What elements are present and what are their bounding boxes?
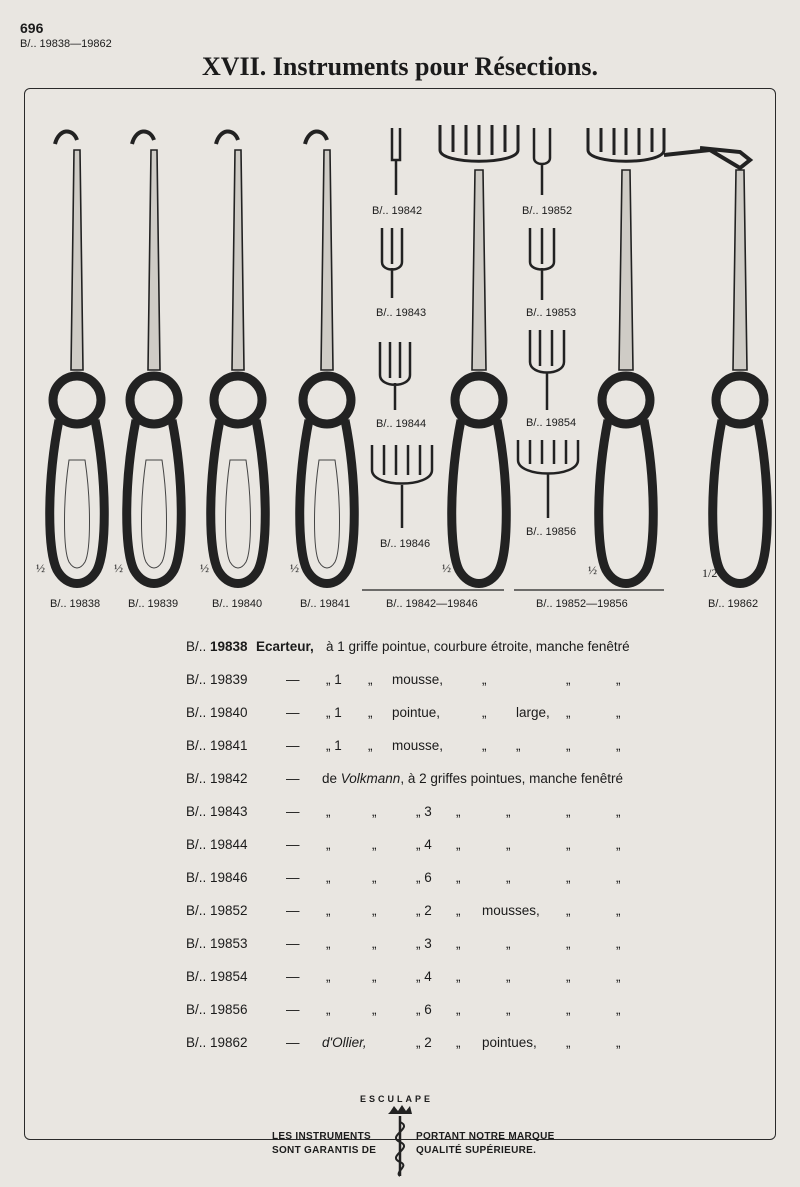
ditto: „ — [372, 870, 377, 885]
ditto: „ — [456, 936, 461, 951]
ditto: „ — [326, 903, 331, 918]
ditto: „ — [616, 804, 621, 819]
ditto: „ — [326, 969, 331, 984]
scale-mark: ½ — [114, 561, 123, 575]
item-variant: mousse, — [392, 738, 444, 753]
label-19839: B/.. 19839 — [128, 598, 179, 610]
ditto: „ — [566, 1035, 571, 1050]
rake-head-19856 — [518, 440, 578, 518]
ditto: „ — [616, 672, 621, 687]
rake-19842-46-illustration — [440, 125, 518, 584]
ditto: „ — [566, 870, 571, 885]
label-19844: B/.. 19844 — [376, 418, 427, 430]
footer-trademark — [0, 1094, 800, 1174]
ditto: „ — [326, 936, 331, 951]
ditto: „ — [616, 738, 621, 753]
page-title: XVII. Instruments pour Résections. — [201, 52, 599, 81]
ditto: „ — [566, 738, 571, 753]
rake-head-19843 — [382, 228, 402, 298]
label-19852: B/.. 19852 — [522, 205, 573, 217]
ditto: „ — [566, 903, 571, 918]
item-name: d'Ollier, — [322, 1035, 367, 1050]
item-description: de Volkmann, à 2 griffes pointues, manche fenêtré — [322, 771, 623, 786]
ditto-dash: — — [286, 672, 300, 687]
catalog-row — [186, 696, 746, 729]
item-variant: pointues, — [482, 1035, 537, 1050]
item-variant: mousse, — [392, 672, 444, 687]
ditto: „ — [566, 1002, 571, 1017]
item-name: Ecarteur, — [256, 639, 314, 654]
catalog-row — [186, 663, 746, 696]
item-count: „ 6 — [416, 1002, 432, 1017]
item-variant: pointue, — [392, 705, 441, 720]
ditto: „ — [566, 969, 571, 984]
item-code: B/.. 19846 — [186, 870, 248, 885]
ditto-dash: — — [286, 837, 300, 852]
rake-head-19844 — [380, 342, 410, 410]
ditto: „ — [616, 1035, 621, 1050]
item-code: B/.. 19842 — [186, 771, 248, 786]
rake-head-19842 — [392, 128, 400, 195]
rake-head-19846 — [372, 445, 432, 528]
ditto: „ — [482, 738, 487, 753]
ditto: „ — [326, 804, 331, 819]
ditto: „ — [372, 804, 377, 819]
ditto: „ — [372, 936, 377, 951]
item-code: B/.. 19840 — [186, 705, 248, 720]
label-19856: B/.. 19856 — [526, 526, 577, 538]
rake-head-19854 — [530, 330, 564, 410]
rake-head-19853 — [530, 228, 554, 300]
item-count: „ 3 — [416, 804, 432, 819]
item-code: B/.. 19852 — [186, 903, 248, 918]
item-code: B/.. 19853 — [186, 936, 248, 951]
item-variant: large, — [516, 705, 550, 720]
retractor-19840-illustration — [211, 131, 266, 583]
retractor-19841-illustration — [300, 131, 355, 583]
ditto: „ — [456, 969, 461, 984]
brand-name: ESCULAPE — [360, 1094, 434, 1104]
ditto: „ 1 — [326, 738, 342, 753]
ditto: „ — [456, 1002, 461, 1017]
footer-right-text: PORTANT NOTRE MARQUE QUALITÉ SUPÉRIEURE. — [416, 1131, 555, 1156]
ditto: „ — [506, 837, 511, 852]
label-19846: B/.. 19846 — [380, 538, 431, 550]
ditto-dash: — — [286, 705, 300, 720]
retractor-19862-illustration — [664, 148, 767, 584]
ditto: „ — [616, 936, 621, 951]
ditto-dash: — — [286, 771, 300, 786]
label-19853: B/.. 19853 — [526, 307, 577, 319]
ditto-dash: — — [286, 969, 300, 984]
scale-mark: 1/2 — [702, 566, 718, 580]
label-19843: B/.. 19843 — [376, 307, 427, 319]
ditto: „ — [616, 969, 621, 984]
ditto: „ — [326, 1002, 331, 1017]
ditto-dash: — — [286, 870, 300, 885]
ditto: „ — [506, 1002, 511, 1017]
ditto: „ — [616, 1002, 621, 1017]
ditto: „ — [566, 837, 571, 852]
ditto: „ — [368, 705, 373, 720]
ditto: „ — [566, 804, 571, 819]
ditto: „ — [616, 903, 621, 918]
ditto: „ — [368, 738, 373, 753]
ditto: „ — [506, 870, 511, 885]
catalog-row — [186, 927, 746, 960]
ditto: „ 1 — [326, 705, 342, 720]
item-code: B/.. 19838 — [186, 639, 248, 654]
catalog-row — [186, 795, 746, 828]
caduceus-logo — [380, 1102, 420, 1182]
catalog-row — [186, 828, 746, 861]
ditto: „ 1 — [326, 672, 342, 687]
ditto-dash: — — [286, 1035, 300, 1050]
item-code: B/.. 19843 — [186, 804, 248, 819]
item-code: B/.. 19839 — [186, 672, 248, 687]
item-code: B/.. 19844 — [186, 837, 248, 852]
ditto: „ — [616, 870, 621, 885]
page-number: 696 — [20, 20, 44, 36]
ditto: „ — [506, 804, 511, 819]
catalog-row — [186, 960, 746, 993]
catalog-row — [186, 729, 746, 762]
ditto-dash: — — [286, 936, 300, 951]
item-count: „ 3 — [416, 936, 432, 951]
catalog-row — [186, 1026, 746, 1059]
ditto: „ — [516, 738, 521, 753]
ditto: „ — [482, 705, 487, 720]
ditto: „ — [456, 837, 461, 852]
catalog-row — [186, 630, 746, 663]
item-code: B/.. 19841 — [186, 738, 248, 753]
ditto-dash: — — [286, 903, 300, 918]
ditto: „ — [566, 672, 571, 687]
catalog-row — [186, 762, 746, 795]
item-variant: mousses, — [482, 903, 540, 918]
scale-mark: ½ — [588, 563, 597, 577]
ditto: „ — [368, 672, 373, 687]
item-code: B/.. 19862 — [186, 1035, 248, 1050]
page-range: B/.. 19838—19862 — [20, 38, 112, 50]
ditto: „ — [566, 705, 571, 720]
ditto: „ — [326, 870, 331, 885]
ditto-dash: — — [286, 1002, 300, 1017]
ditto: „ — [456, 1035, 461, 1050]
ditto: „ — [456, 870, 461, 885]
label-19862: B/.. 19862 — [708, 598, 759, 610]
item-count: „ 2 — [416, 903, 432, 918]
ditto: „ — [372, 969, 377, 984]
item-count: „ 2 — [416, 1035, 432, 1050]
label-19840: B/.. 19840 — [212, 598, 263, 610]
rake-19852-56-illustration — [588, 128, 664, 584]
label-19854: B/.. 19854 — [526, 417, 577, 429]
ditto: „ — [616, 705, 621, 720]
footer-left-text: LES INSTRUMENTS SONT GARANTIS DE — [272, 1131, 377, 1156]
retractor-19838-illustration — [50, 131, 105, 583]
catalog-row — [186, 894, 746, 927]
label-19838: B/.. 19838 — [50, 598, 101, 610]
ditto: „ — [616, 837, 621, 852]
item-count: „ 6 — [416, 870, 432, 885]
catalog-row — [186, 993, 746, 1026]
ditto: „ — [566, 936, 571, 951]
ditto-dash: — — [286, 738, 300, 753]
rake-head-19852 — [534, 128, 550, 195]
item-count: „ 4 — [416, 837, 432, 852]
scale-mark: ½ — [290, 561, 299, 575]
label-19842-19846: B/.. 19842—19846 — [386, 598, 478, 610]
label-19841: B/.. 19841 — [300, 598, 351, 610]
item-code: B/.. 19854 — [186, 969, 248, 984]
catalog-row — [186, 861, 746, 894]
label-19842: B/.. 19842 — [372, 205, 423, 217]
item-description: à 1 griffe pointue, courbure étroite, manche fenêtré — [326, 639, 630, 654]
item-count: „ 4 — [416, 969, 432, 984]
ditto: „ — [506, 936, 511, 951]
ditto: „ — [326, 837, 331, 852]
scale-mark: ½ — [442, 561, 451, 575]
label-19852-19856: B/.. 19852—19856 — [536, 598, 628, 610]
scale-mark: ½ — [200, 561, 209, 575]
ditto: „ — [372, 837, 377, 852]
ditto: „ — [456, 804, 461, 819]
catalog-list — [186, 630, 746, 1059]
ditto: „ — [506, 969, 511, 984]
ditto: „ — [372, 1002, 377, 1017]
ditto: „ — [456, 903, 461, 918]
ditto: „ — [482, 672, 487, 687]
ditto: „ — [372, 903, 377, 918]
retractor-19839-illustration — [127, 131, 182, 583]
scale-mark: ½ — [36, 561, 45, 575]
item-code: B/.. 19856 — [186, 1002, 248, 1017]
ditto-dash: — — [286, 804, 300, 819]
